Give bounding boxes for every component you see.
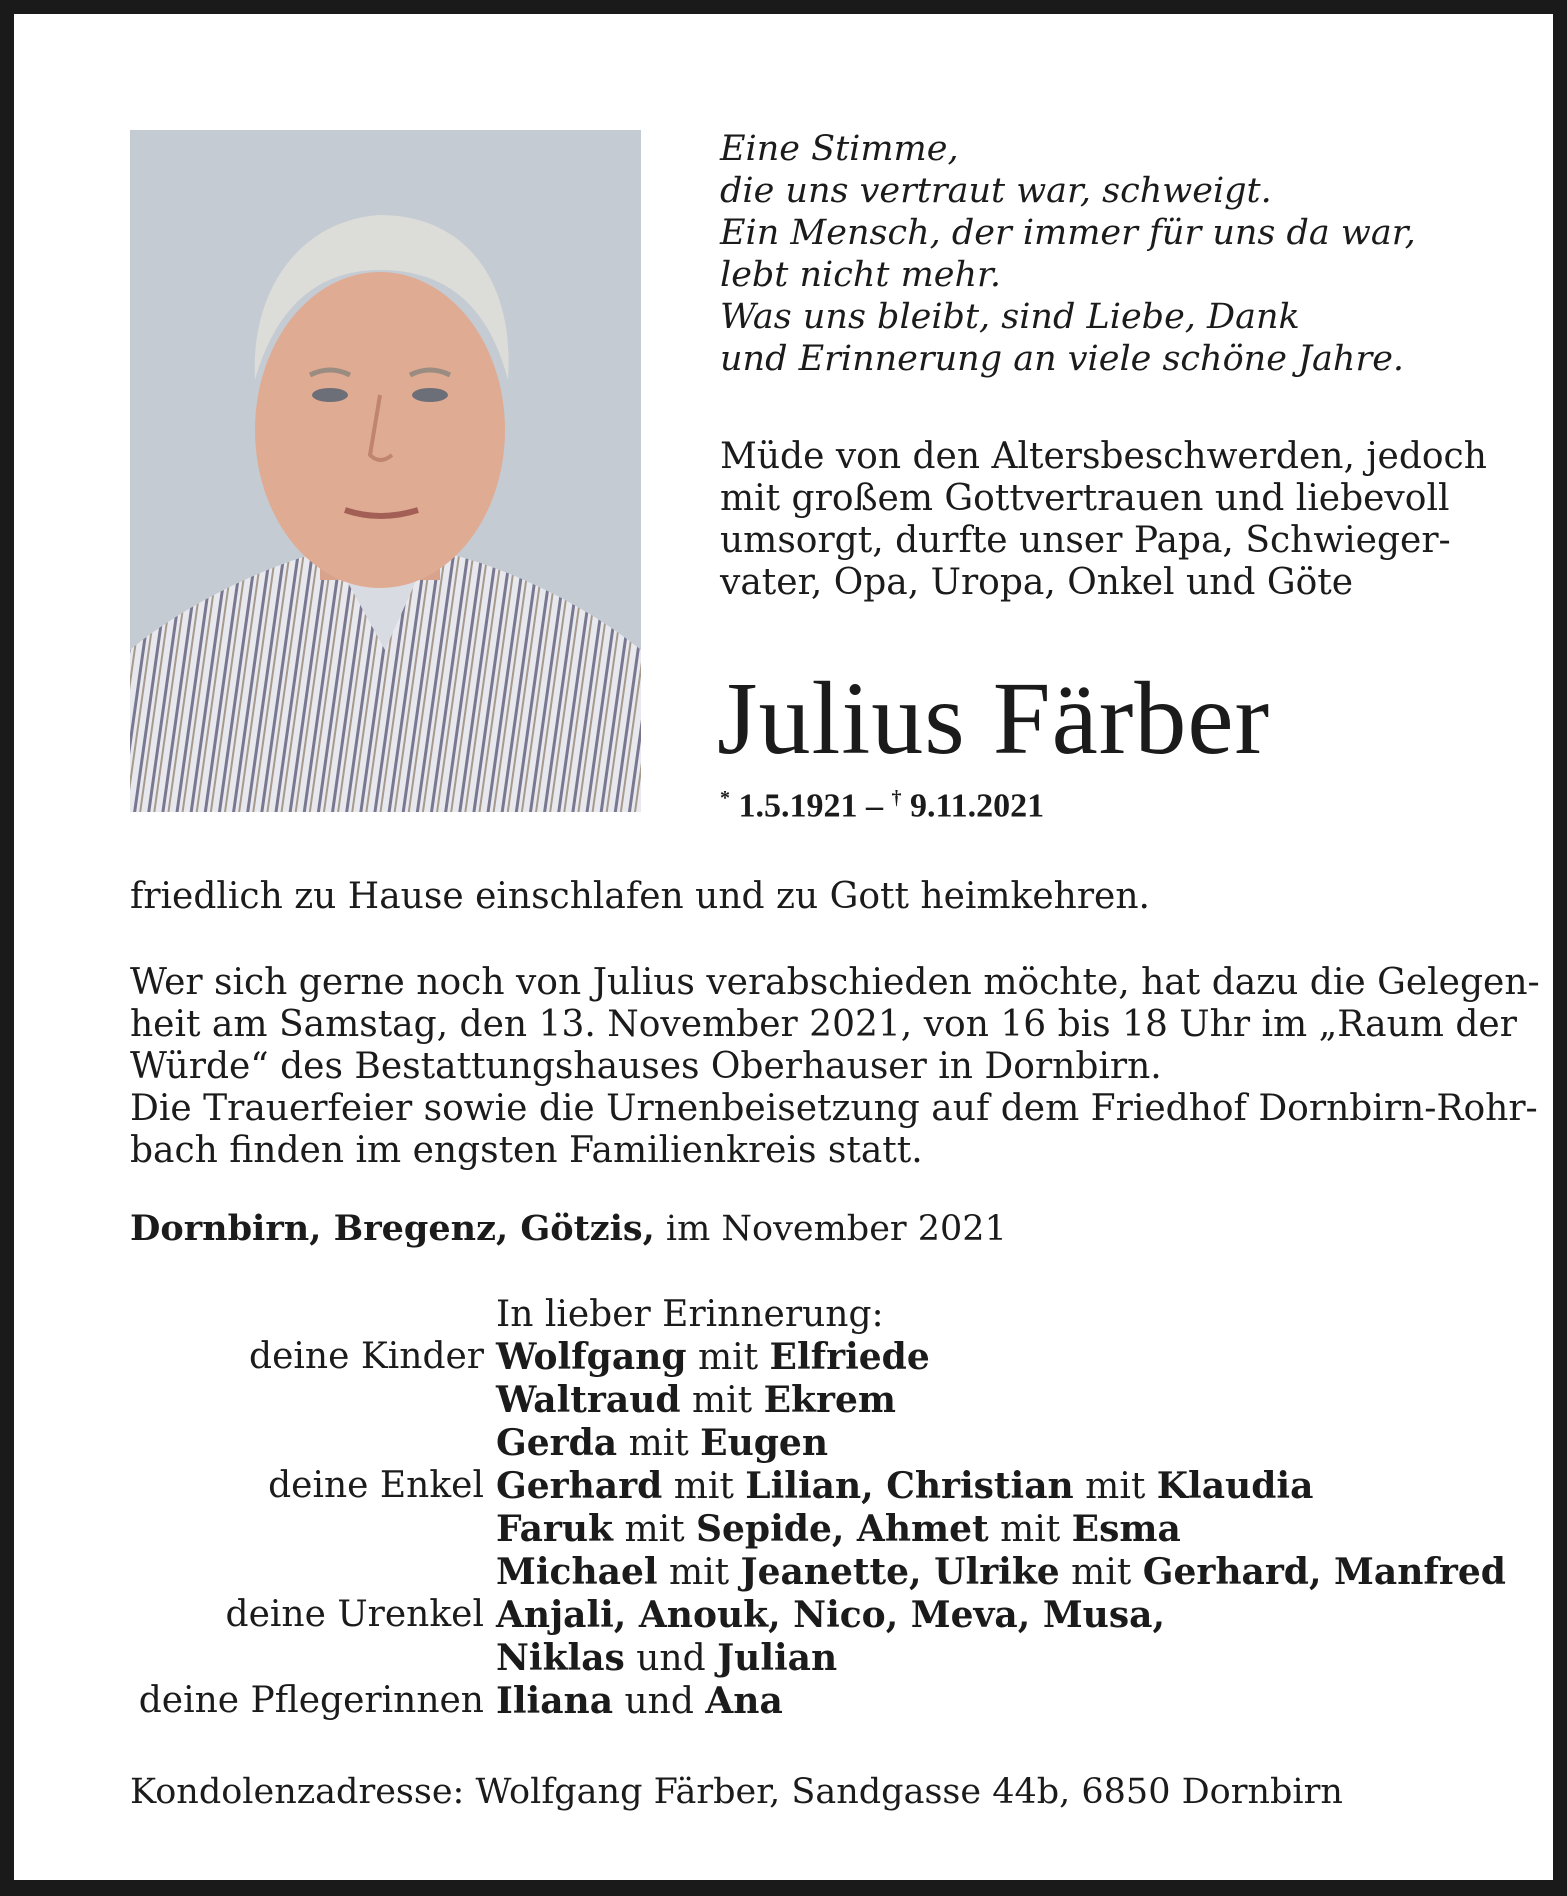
family-row: deine Kinder Wolfgang mit Elfriede <box>130 1336 1470 1379</box>
family-row: deine Urenkel Anjali, Anouk, Nico, Meva, Musa, <box>130 1594 1470 1637</box>
intro-line: Müde von den Altersbeschwerden, jedoch <box>720 436 1487 477</box>
life-dates <box>720 787 1044 825</box>
farewell-line: Wer sich gerne noch von Julius verabschieden möchte, hat dazu die Gelegen- <box>130 962 1540 1003</box>
portrait-illustration <box>130 130 641 812</box>
poem <box>720 128 1440 380</box>
farewell-line: heit am Samstag, den 13. November 2021, von 16 bis 18 Uhr im „Raum der <box>130 1004 1517 1045</box>
family-row: Faruk mit Sepide, Ahmet mit Esma <box>496 1508 1181 1550</box>
date-dash: – <box>866 787 883 825</box>
farewell-line: Würde“ des Bestattungshauses Oberhauser in Dornbirn. <box>130 1046 1162 1087</box>
intro-paragraph <box>720 436 1487 604</box>
farewell-line: bach finden im engsten Familienkreis statt. <box>130 1130 923 1171</box>
remembrance-row <box>130 1294 1470 1336</box>
family-label: deine Pflegerinnen <box>138 1680 484 1721</box>
birth-date: 1.5.1921 <box>738 787 858 825</box>
place-names: Dornbirn, Bregenz, Götzis, <box>130 1208 655 1249</box>
farewell-line: Die Trauerfeier sowie die Urnenbeisetzung auf dem Friedhof Dornbirn-Rohr- <box>130 1088 1538 1129</box>
family-row: deine Pflegerinnen Iliana und Ana <box>130 1680 1470 1723</box>
intro-line: umsorgt, durfte unser Papa, Schwieger- <box>720 520 1451 561</box>
intro-line: mit großem Gottvertrauen und liebevoll <box>720 478 1450 519</box>
poem-line: und Erinnerung an viele schöne Jahre. <box>720 339 1405 379</box>
farewell-paragraph <box>130 962 1540 1172</box>
obituary-page <box>14 14 1553 1880</box>
family-row: Niklas und Julian <box>496 1637 838 1679</box>
place-date <box>130 1208 1007 1249</box>
poem-line: Was uns bleibt, sind Liebe, Dank <box>720 297 1300 337</box>
birth-symbol: * <box>720 787 730 809</box>
family-list <box>130 1294 1506 1723</box>
family-row: deine Enkel Gerhard mit Lilian, Christian mit Klaudia <box>130 1465 1470 1508</box>
family-label: deine Kinder <box>249 1336 484 1377</box>
condolence-address: Kondolenzadresse: Wolfgang Färber, Sandgasse 44b, 6850 Dornbirn <box>130 1772 1343 1812</box>
family-row: Michael mit Jeanette, Ulrike mit Gerhard, Manfred <box>496 1551 1506 1593</box>
family-label: deine Urenkel <box>225 1594 484 1635</box>
intro-line: vater, Opa, Uropa, Onkel und Göte <box>720 562 1354 603</box>
portrait-photo <box>130 130 641 812</box>
poem-line: Ein Mensch, der immer für uns da war, <box>720 213 1416 253</box>
remembrance-heading: In lieber Erinnerung: <box>496 1294 884 1335</box>
family-row: Gerda mit Eugen <box>496 1422 829 1464</box>
continuation-line: friedlich zu Hause einschlafen und zu Gott heimkehren. <box>130 876 1150 917</box>
poem-line: die uns vertraut war, schweigt. <box>720 171 1272 211</box>
death-symbol: † <box>891 787 902 809</box>
continuation-text <box>130 876 1444 918</box>
place-month: im November 2021 <box>654 1209 1007 1249</box>
poem-line: Eine Stimme, <box>720 129 959 169</box>
family-label: deine Enkel <box>268 1465 484 1506</box>
deceased-name: Julius Färber <box>717 661 1271 776</box>
death-date: 9.11.2021 <box>910 787 1045 825</box>
family-row: Waltraud mit Ekrem <box>496 1379 896 1421</box>
poem-line: lebt nicht mehr. <box>720 255 1002 295</box>
